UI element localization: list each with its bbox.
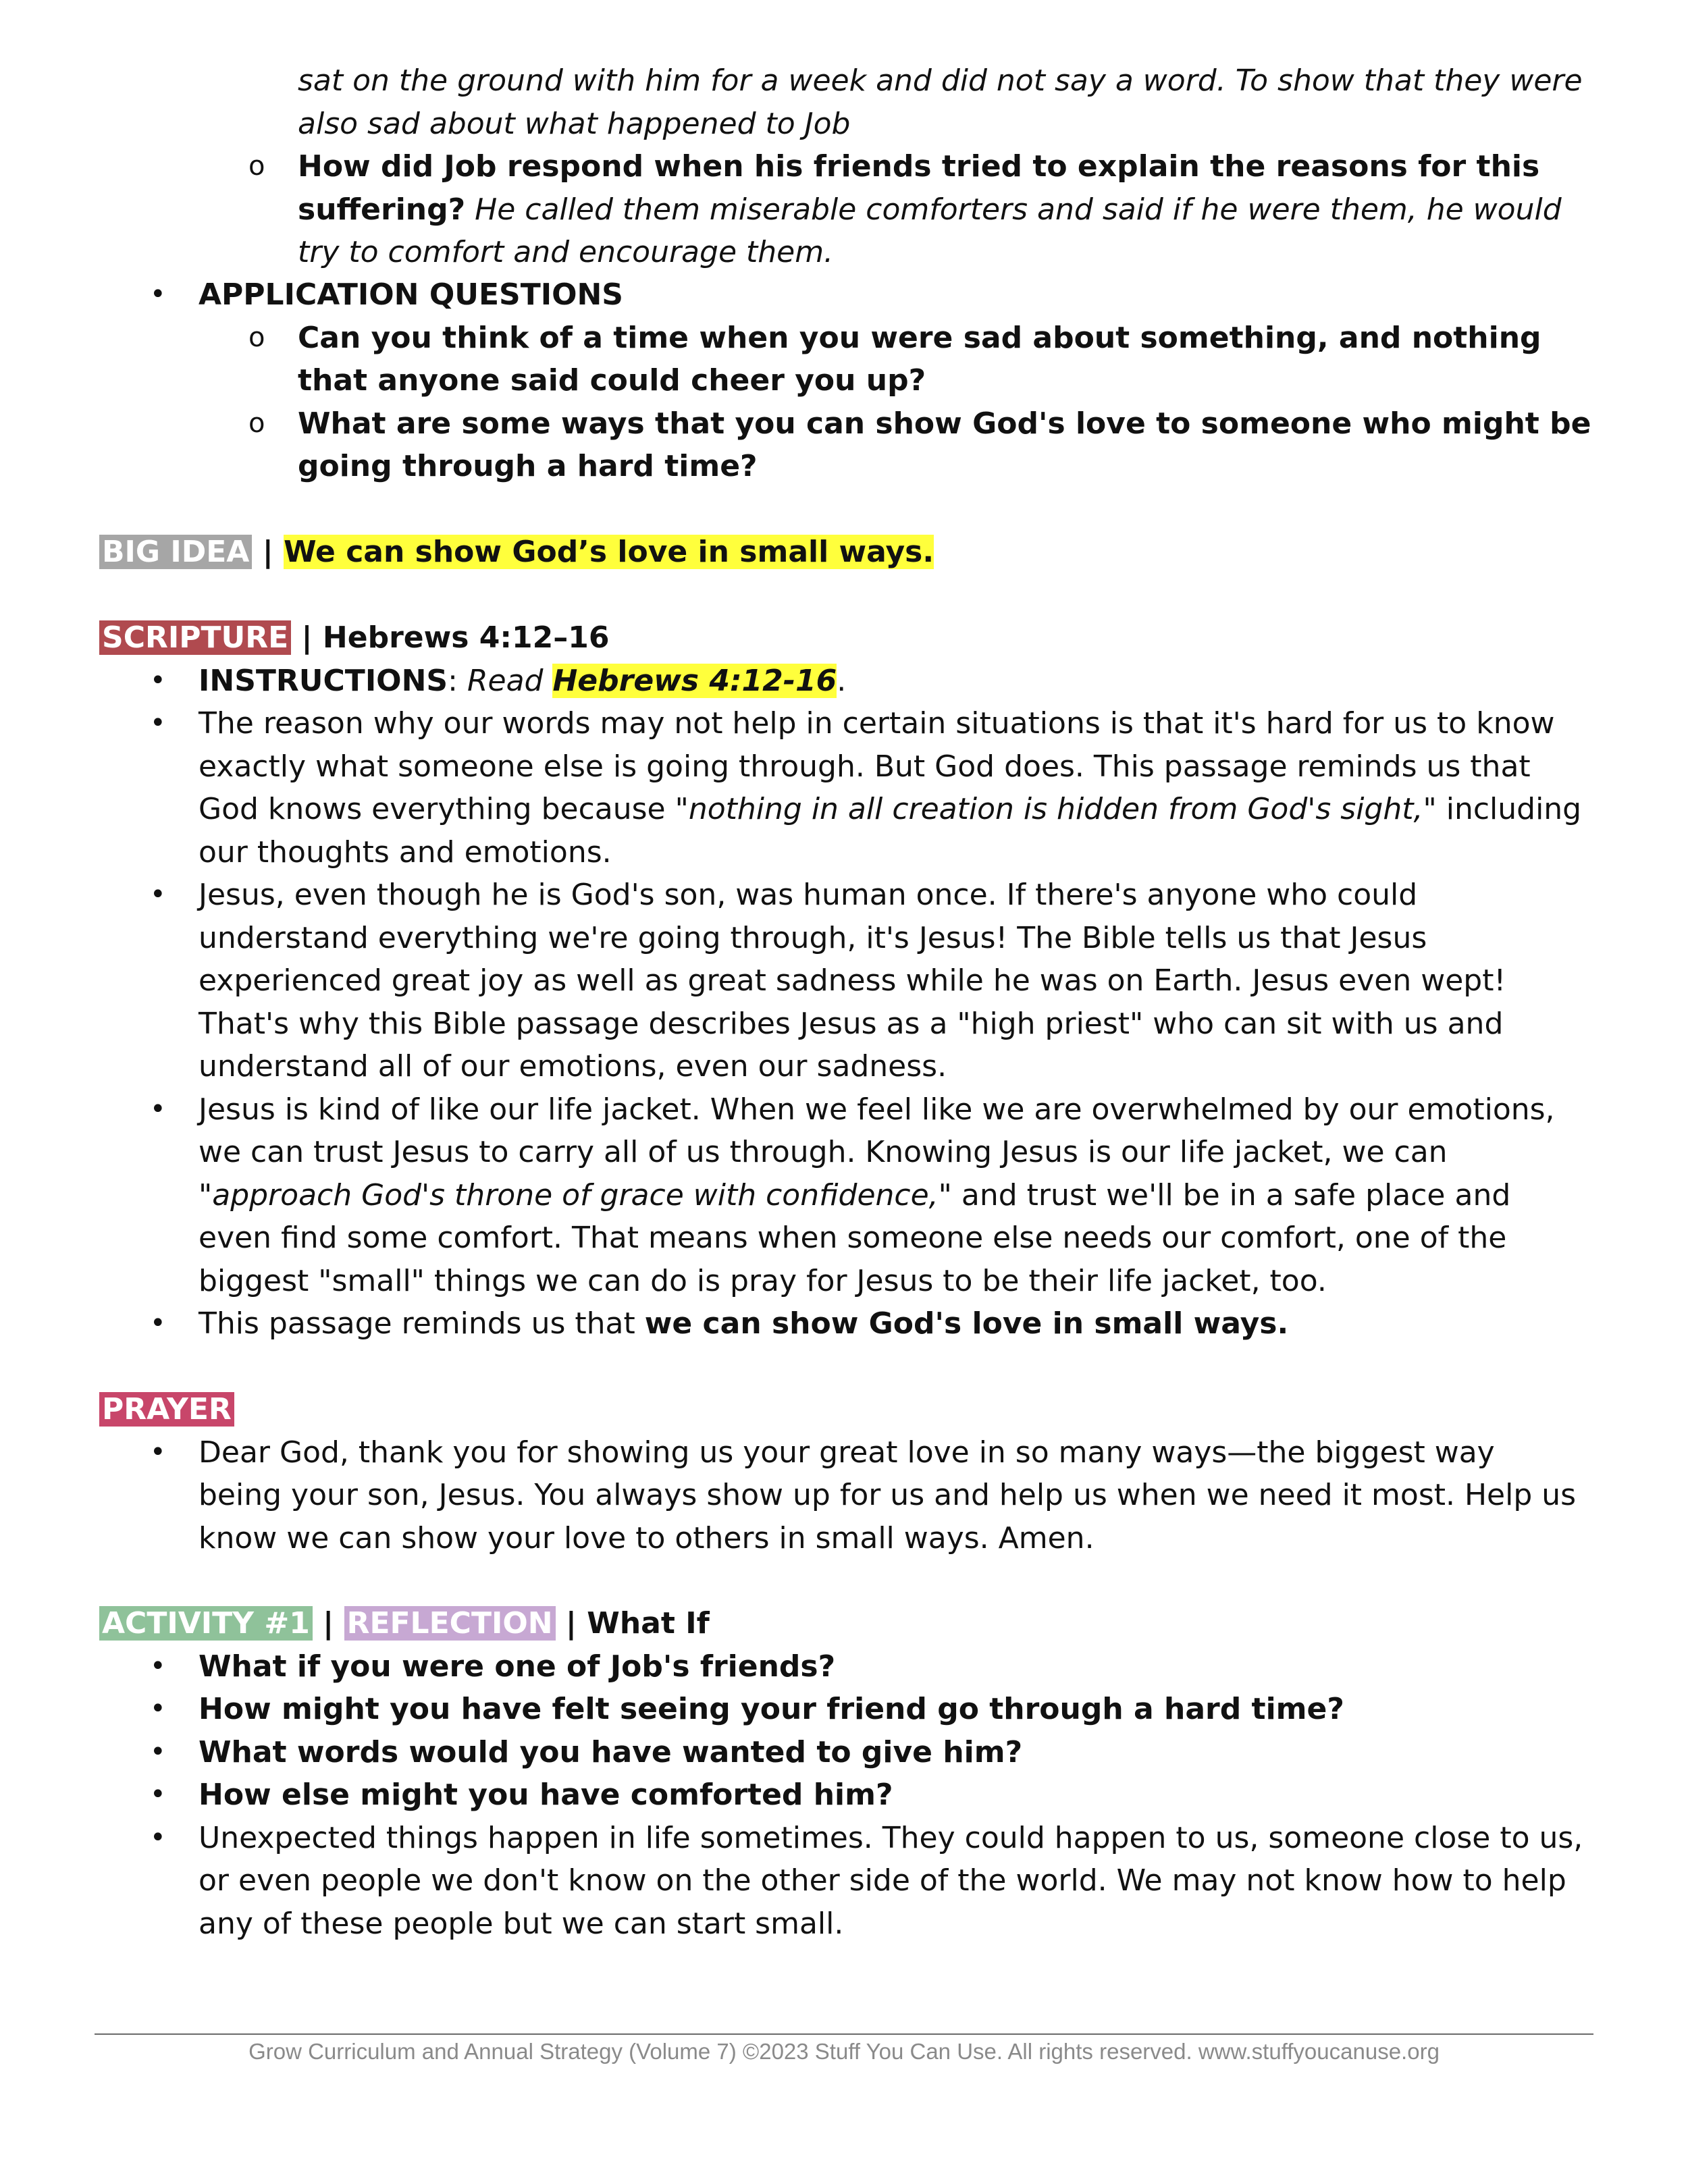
- application-heading-item: [0, 273, 1688, 317]
- application-question-item: [0, 402, 1688, 488]
- p1-quote: "nothing in all creation is hidden from God's sight,": [675, 792, 1437, 826]
- activity-tag: ACTIVITY #1: [99, 1606, 313, 1641]
- application-heading: APPLICATION QUESTIONS: [199, 277, 623, 312]
- circle-bullet-icon: o: [248, 151, 265, 182]
- intro-question-respond: [0, 145, 1688, 274]
- prayer-item: [0, 1431, 1688, 1560]
- scripture-paragraph: [0, 702, 1688, 874]
- activity-question: How else might you have comforted him?: [199, 1778, 893, 1812]
- instructions-read: Read: [467, 663, 544, 698]
- separator: |: [565, 1606, 577, 1641]
- activity-closing: Unexpected things happen in life sometimes. They could happen to us, someone close to us, or even people we don't know on the other side of the world. We may not know how to help any of these people but we can start small.: [199, 1820, 1583, 1941]
- instructions-label: INSTRUCTIONS: [199, 663, 448, 698]
- instructions-end: .: [837, 663, 847, 698]
- application-question: What are some ways that you can show God's love to someone who might be going through a hard time?: [298, 406, 1591, 483]
- footer-divider: [95, 2033, 1593, 2035]
- p4-start: This passage reminds us that: [199, 1306, 635, 1341]
- bullet-icon: •: [150, 1308, 166, 1339]
- scripture-paragraph: [0, 874, 1688, 1088]
- bullet-icon: •: [150, 1821, 166, 1853]
- respond-answer: He called them miserable comforters and said if he were them, he would try to comfort and encourage them.: [298, 192, 1562, 269]
- instructions-colon: :: [448, 663, 458, 698]
- bullet-icon: •: [150, 1436, 166, 1468]
- separator: |: [262, 535, 273, 569]
- bullet-icon: •: [150, 1093, 166, 1125]
- scripture-tag: SCRIPTURE: [99, 620, 291, 655]
- application-question-item: [0, 317, 1688, 402]
- circle-bullet-icon: o: [248, 407, 265, 439]
- activity-section: [0, 1602, 1688, 1945]
- bullet-icon: •: [150, 664, 166, 696]
- footer-text: Grow Curriculum and Annual Strategy (Volume 7) ©2023 Stuff You Can Use. All rights reserved. www.stuffyoucanuse.org: [248, 2039, 1440, 2064]
- bullet-icon: •: [150, 1650, 166, 1682]
- application-question: Can you think of a time when you were sad about something, and nothing that anyone said could cheer you up?: [298, 320, 1541, 398]
- big-idea-text: We can show God’s love in small ways.: [284, 535, 934, 569]
- p3-start: Jesus is kind of like our life jacket. When we feel like we are overwhelmed by our emotions, we can trust Jesus to carry all of us through. Knowing Jesus is our life jacket, we can: [199, 1092, 1555, 1169]
- respond-question: How did Job respond when his friends tried to explain the reasons for this suffering?: [298, 149, 1540, 227]
- big-idea-section: [0, 531, 1688, 574]
- p2: Jesus, even though he is God's son, was human once. If there's anyone who could understand everything we're going through, it's Jesus! The Bible tells us that Jesus experienced great joy as well as great sadness while he was on Earth. Jesus even wept! That's why this Bible passage describes Jesus as a "high priest" who can sit with us and understand all of our emotions, even our sadness.: [199, 878, 1506, 1084]
- instructions-reference: Hebrews 4:12-16: [552, 663, 837, 698]
- activity-closing-item: [0, 1817, 1688, 1946]
- p3-end: and trust we'll be in a safe place and even find some comfort. That means when someone else needs our comfort, one of the biggest "small" things we can do is pray for Jesus to be their life jacket, too.: [199, 1177, 1511, 1298]
- p3-quote: "approach God's throne of grace with confidence,": [199, 1177, 952, 1213]
- prayer-text: Dear God, thank you for showing us your great love in so many ways—the biggest way being your son, Jesus. You always show up for us and help us when we need it most. Help us know we can show your love to others in small ways. Amen.: [199, 1435, 1577, 1555]
- scripture-paragraph: [0, 1088, 1688, 1303]
- scripture-instructions: [0, 660, 1688, 703]
- activity-question-item: [0, 1731, 1688, 1774]
- prayer-section: [0, 1388, 1688, 1560]
- bullet-icon: •: [150, 1693, 166, 1724]
- p1-end: including our thoughts and emotions.: [199, 792, 1582, 870]
- scripture-paragraph: [0, 1302, 1688, 1346]
- bullet-icon: •: [150, 279, 166, 310]
- circle-bullet-icon: o: [248, 321, 265, 353]
- prayer-tag: PRAYER: [99, 1392, 234, 1427]
- intro-section: [0, 59, 1688, 274]
- activity-question: What words would you have wanted to give him?: [199, 1734, 1023, 1769]
- activity-question: What if you were one of Job's friends?: [199, 1649, 836, 1684]
- reflection-tag: REFLECTION: [344, 1606, 556, 1641]
- bullet-icon: •: [150, 1779, 166, 1810]
- scripture-reference: Hebrews 4:12–16: [322, 620, 610, 655]
- activity-question-item: [0, 1688, 1688, 1731]
- intro-answer-text: sat on the ground with him for a week and did not say a word. To show that they were also sad about what happened to Job: [298, 63, 1583, 141]
- activity-question-item: [0, 1645, 1688, 1688]
- application-section: [0, 273, 1688, 488]
- activity-title: What If: [587, 1606, 710, 1641]
- bullet-icon: •: [150, 1736, 166, 1767]
- activity-question: How might you have felt seeing your friend go through a hard time?: [199, 1692, 1344, 1726]
- big-idea-tag: BIG IDEA: [99, 535, 252, 569]
- bullet-icon: •: [150, 708, 166, 739]
- scripture-section: [0, 616, 1688, 1346]
- activity-question-item: [0, 1774, 1688, 1817]
- separator: |: [323, 1606, 334, 1641]
- intro-answer: [0, 59, 1688, 145]
- p4-bold: we can show God's love in small ways.: [644, 1306, 1289, 1341]
- bullet-icon: •: [150, 879, 166, 910]
- p1-start: The reason why our words may not help in certain situations is that it's hard for us to know exactly what someone else is going through. But God does. This passage reminds us that God knows everything because: [199, 706, 1555, 826]
- separator: |: [301, 620, 313, 655]
- footer: [0, 2035, 1688, 2068]
